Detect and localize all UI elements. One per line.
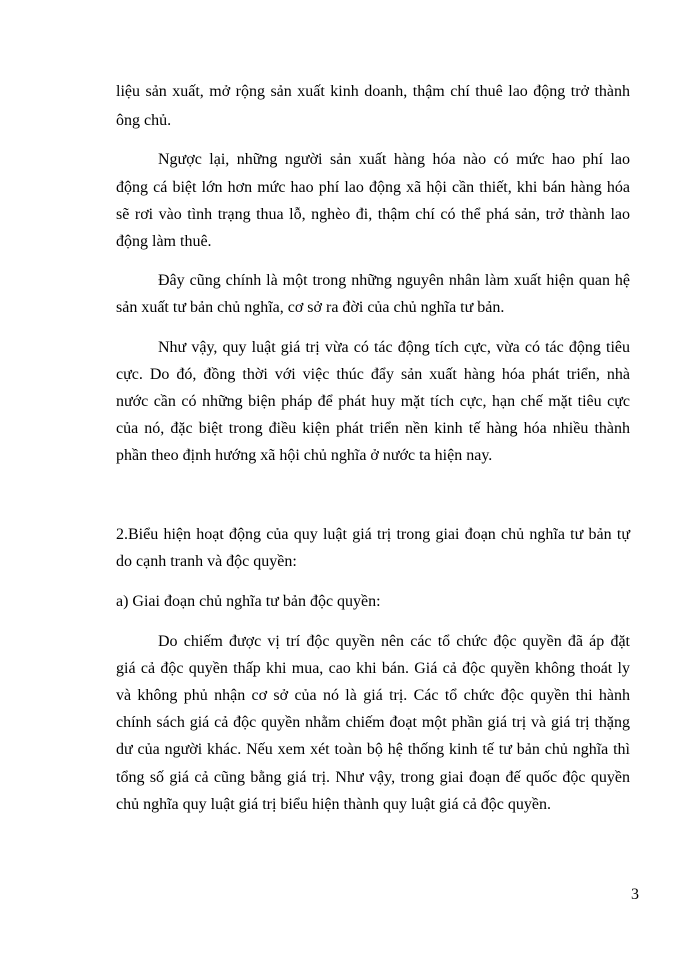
text-line: động cá biệt lớn hơn mức hao phí lao động xã hội cần thiết, khi bán hàng hóa <box>116 179 630 196</box>
text-line: chính sách giá cả độc quyền nhằm chiếm đoạt một phần giá trị và giá trị thặng <box>116 714 630 731</box>
text-line: sẽ rơi vào tình trạng thua lỗ, nghèo đi, thậm chí có thể phá sản, trở thành lao <box>116 206 630 223</box>
text-line: và không phủ nhận cơ sở của nó là giá trị. Các tổ chức độc quyền thi hành <box>116 687 630 704</box>
text-line: tổng số giá cả cũng bằng giá trị. Như vậy, trong giai đoạn đế quốc độc quyền <box>116 769 630 786</box>
text-line: sản xuất tư bản chủ nghĩa, cơ sở ra đời của chủ nghĩa tư bản. <box>116 299 505 316</box>
text-line: Do chiếm được vị trí độc quyền nên các tổ chức độc quyền đã áp đặt <box>158 633 630 650</box>
text-line: 2.Biểu hiện hoạt động của quy luật giá trị trong giai đoạn chủ nghĩa tư bản tự <box>116 526 630 543</box>
text-line: dư của người khác. Nếu xem xét toàn bộ hệ thống kinh tế tư bản chủ nghĩa thì <box>116 741 630 758</box>
text-line: chủ nghĩa quy luật giá trị biểu hiện thành quy luật giá cả độc quyền. <box>116 796 551 813</box>
page-number: 3 <box>631 886 639 903</box>
text-line: a) Giai đoạn chủ nghĩa tư bản độc quyền: <box>116 593 381 610</box>
text-line: nước cần có những biện pháp để phát huy mặt tích cực, hạn chế mặt tiêu cực <box>116 393 630 410</box>
text-line: cực. Do đó, đồng thời với việc thúc đẩy sản xuất hàng hóa phát triển, nhà <box>116 366 630 383</box>
text-line: Như vậy, quy luật giá trị vừa có tác động tích cực, vừa có tác động tiêu <box>158 339 630 356</box>
text-line: động làm thuê. <box>116 233 212 250</box>
text-line: do cạnh tranh và độc quyền: <box>116 553 297 570</box>
text-line: phần theo định hướng xã hội chủ nghĩa ở nước ta hiện nay. <box>116 447 493 464</box>
text-line: của nó, đặc biệt trong điều kiện phát triển nền kinh tế hàng hóa nhiều thành <box>116 420 630 437</box>
text-line: Đây cũng chính là một trong những nguyên nhân làm xuất hiện quan hệ <box>158 272 630 289</box>
text-line: liệu sản xuất, mở rộng sản xuất kinh doanh, thậm chí thuê lao động trở thành <box>116 83 630 100</box>
text-line: Ngược lại, những người sản xuất hàng hóa nào có mức hao phí lao <box>158 151 630 168</box>
text-line: ông chủ. <box>116 112 172 129</box>
text-line: giá cả độc quyền thấp khi mua, cao khi bán. Giá cả độc quyền không thoát ly <box>116 660 630 677</box>
